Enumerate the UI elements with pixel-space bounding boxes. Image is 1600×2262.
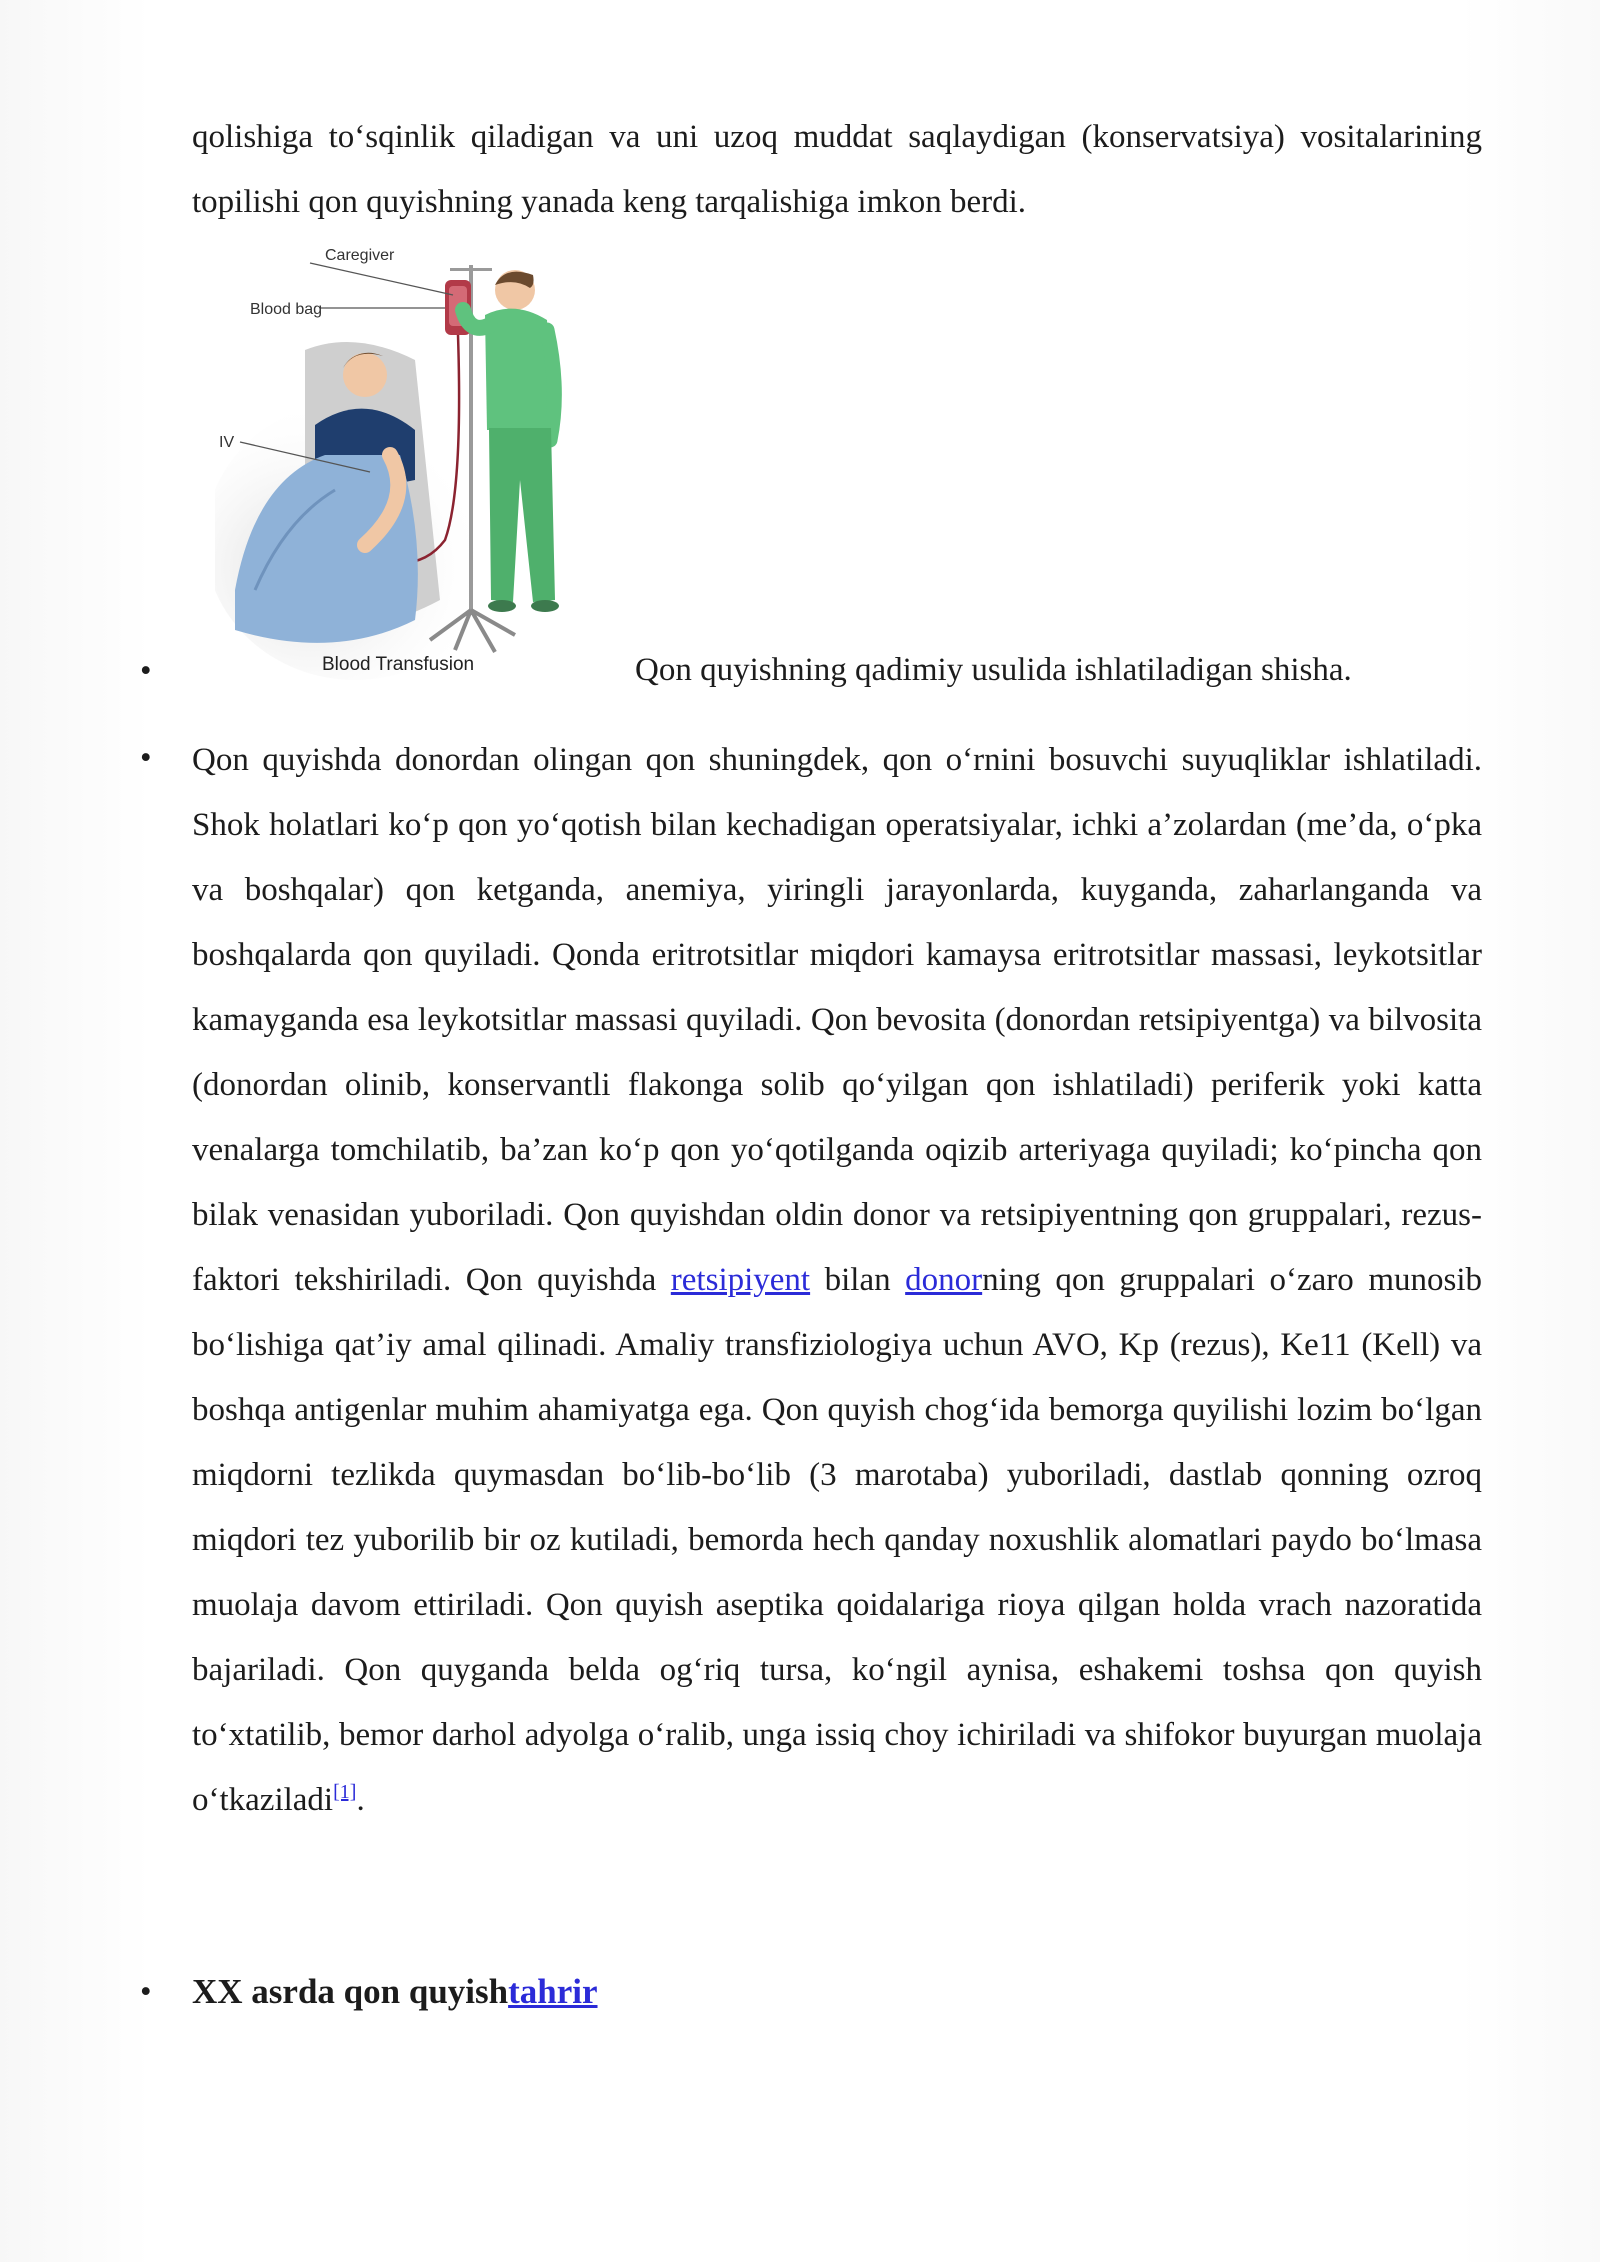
bullet-icon: [140, 655, 154, 669]
reference-link[interactable]: [1]: [333, 1781, 357, 1803]
blood-transfusion-illustration: [215, 240, 610, 685]
body-text-part3: ning qon gruppalari o‘zaro munosib bo‘lishiga qat’iy amal qilinadi. Amaliy transfiziologiya uchun AVO, Kp (rezus), Ke11 (Kell) va boshqa antigenlar muhim ahamiyatga ega. Qon quyish chog‘ida bemorga quyilishi lozim bo‘lgan miqdorni tezlikda quymasdan bo‘lib-bo‘lib (3 marotaba) yuboriladi, dastlab qonning ozroq miqdori tez yuborilib bir oz kutiladi, bemorda hech qanday noxushlik alomatlari paydo bo‘lmasa muolaja davom ettiriladi. Qon quyish aseptika qoidalariga rioya qilgan holda vrach nazoratida bajariladi. Qon quyganda belda og‘riq tursa, ko‘ngil aynisa, eshakemi toshsa qon quyish to‘xtatilib, bemor darhol adyolga o‘ralib, unga issiq choy ichiriladi va shifokor buyurgan muolaja o‘tkaziladi: [192, 1262, 1483, 1818]
intro-paragraph: qolishiga to‘sqinlik qiladigan va uni uzoq muddat saqlaydigan (konservatsiya) vositalarining topilishi qon quyishning yanada keng tarqalishiga imkon berdi.: [192, 119, 1482, 220]
section-heading-text: XX asrda qon quyish: [192, 1972, 509, 2011]
body-paragraph: [192, 728, 1482, 1833]
bullet-icon: [140, 742, 154, 756]
body-text-end: .: [356, 1782, 365, 1818]
edit-link[interactable]: tahrir: [508, 1972, 598, 2011]
recipient-link[interactable]: retsipiyent: [670, 1262, 811, 1298]
iv-label: IV: [219, 434, 235, 451]
blood-bag-label: Blood bag: [250, 301, 323, 318]
section-heading: [192, 1962, 598, 2022]
body-text-part2: bilan: [810, 1262, 906, 1298]
bullet-icon: [140, 1976, 154, 1990]
figure-caption: Qon quyishning qadimiy usulida ishlatiladigan shisha.: [635, 652, 1352, 688]
body-text-part1: Qon quyishda donordan olingan qon shuningdek, qon o‘rnini bosuvchi suyuqliklar ishlatiladi. Shok holatlari ko‘p qon yo‘qotish bilan kechadigan operatsiyalar, ichki a’zolardan (me’da, o‘pka va boshqalar) qon ketganda, anemiya, yiringli jarayonlarda, kuyganda, zaharlanganda va boshqalarda qon quyiladi. Qonda eritrotsitlar miqdori kamaysa eritrotsitlar massasi, leykotsitlar kamayganda esa leykotsitlar massasi quyiladi. Qon bevosita (donordan retsipiyentga) va bilvosita (donordan olinib, konservantli flakonga solib qo‘yilgan qon ishlatiladi) periferik yoki katta venalarga tomchilatib, ba’zan ko‘p qon yo‘qotilganda oqizib arteriyaga quyiladi; ko‘pincha qon bilak venasidan yuboriladi. Qon quyishdan oldin donor va retsipiyentning qon gruppalari, rezus-faktori tekshiriladi. Qon quyishda: [192, 742, 1482, 1298]
figure-title: Blood Transfusion: [322, 654, 475, 675]
caregiver-label: Caregiver: [325, 247, 395, 264]
donor-link[interactable]: donor: [905, 1262, 983, 1298]
